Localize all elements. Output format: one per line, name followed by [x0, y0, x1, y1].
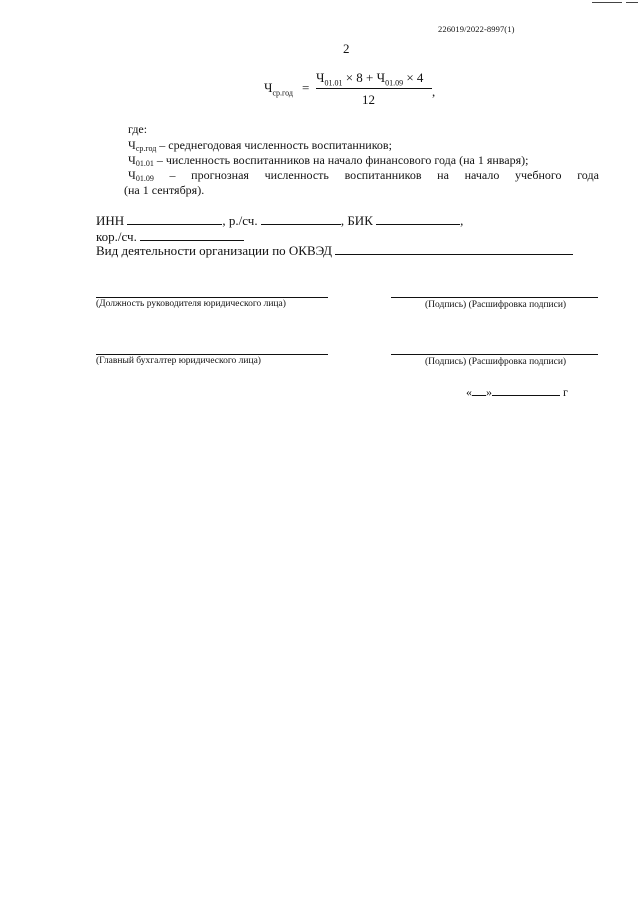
head-signature-line[interactable] — [391, 297, 598, 298]
document-id: 226019/2022-8997(1) — [438, 24, 515, 34]
date-month-year-field[interactable] — [492, 384, 560, 396]
bik-field[interactable] — [376, 213, 460, 225]
formula-denominator: 12 — [362, 92, 375, 107]
average-count-formula — [264, 68, 444, 112]
definition-count-jan: $Ч_{01.01}$ – численность воспитанников на начало финансового года (на 1 января); — [128, 153, 529, 168]
head-position-line[interactable] — [96, 297, 328, 298]
okved-line — [96, 243, 573, 259]
formula-lhs: $Ч_{ср.год}$ — [264, 80, 293, 98]
accountant-line[interactable] — [96, 354, 328, 355]
rs-label: , р./сч. — [222, 213, 258, 228]
inn-label: ИНН — [96, 213, 125, 228]
bik-tail: , — [460, 213, 464, 228]
okved-field[interactable] — [335, 243, 573, 255]
formula-comma: , — [432, 84, 436, 99]
date-line: « » г — [466, 385, 568, 399]
definition-count-sep: $Ч_{01.09}$ – прогнозная численность воспитанников на начало учебного года — [128, 168, 599, 183]
inn-field[interactable] — [127, 213, 222, 225]
bik-label: , БИК — [340, 213, 373, 228]
date-day-field[interactable] — [472, 384, 486, 396]
head-signature-caption: (Подпись) (Расшифровка подписи) — [425, 300, 567, 310]
accountant-signature-line[interactable] — [391, 354, 598, 355]
year-suffix: г — [563, 385, 568, 399]
okved-label: Вид деятельности организации по ОКВЭД — [96, 243, 332, 258]
fraction-bar — [316, 88, 432, 89]
definitions-intro: где: — [128, 122, 148, 136]
accountant-signature-caption: (Подпись) (Расшифровка подписи) — [425, 357, 567, 367]
accountant-caption: (Главный бухгалтер юридического лица) — [96, 356, 261, 366]
requisites-line — [96, 213, 463, 229]
kor-label: кор./сч. — [96, 229, 137, 244]
formula-numerator: $Ч_{01.01} \times 8 + Ч_{01.09} \times 4$ — [316, 70, 424, 88]
definition-count-sep-continued: (на 1 сентября). — [124, 183, 205, 197]
definition-average-count: $Ч_{ср.год}$ – среднегодовая численность воспитанников; — [128, 138, 392, 153]
page-number: 2 — [343, 41, 350, 56]
kor-field[interactable] — [140, 229, 244, 241]
formula-equals: = — [302, 80, 310, 95]
rs-field[interactable] — [261, 213, 341, 225]
head-position-caption: (Должность руководителя юридического лица) — [96, 299, 286, 309]
corner-mark — [584, 0, 640, 5]
